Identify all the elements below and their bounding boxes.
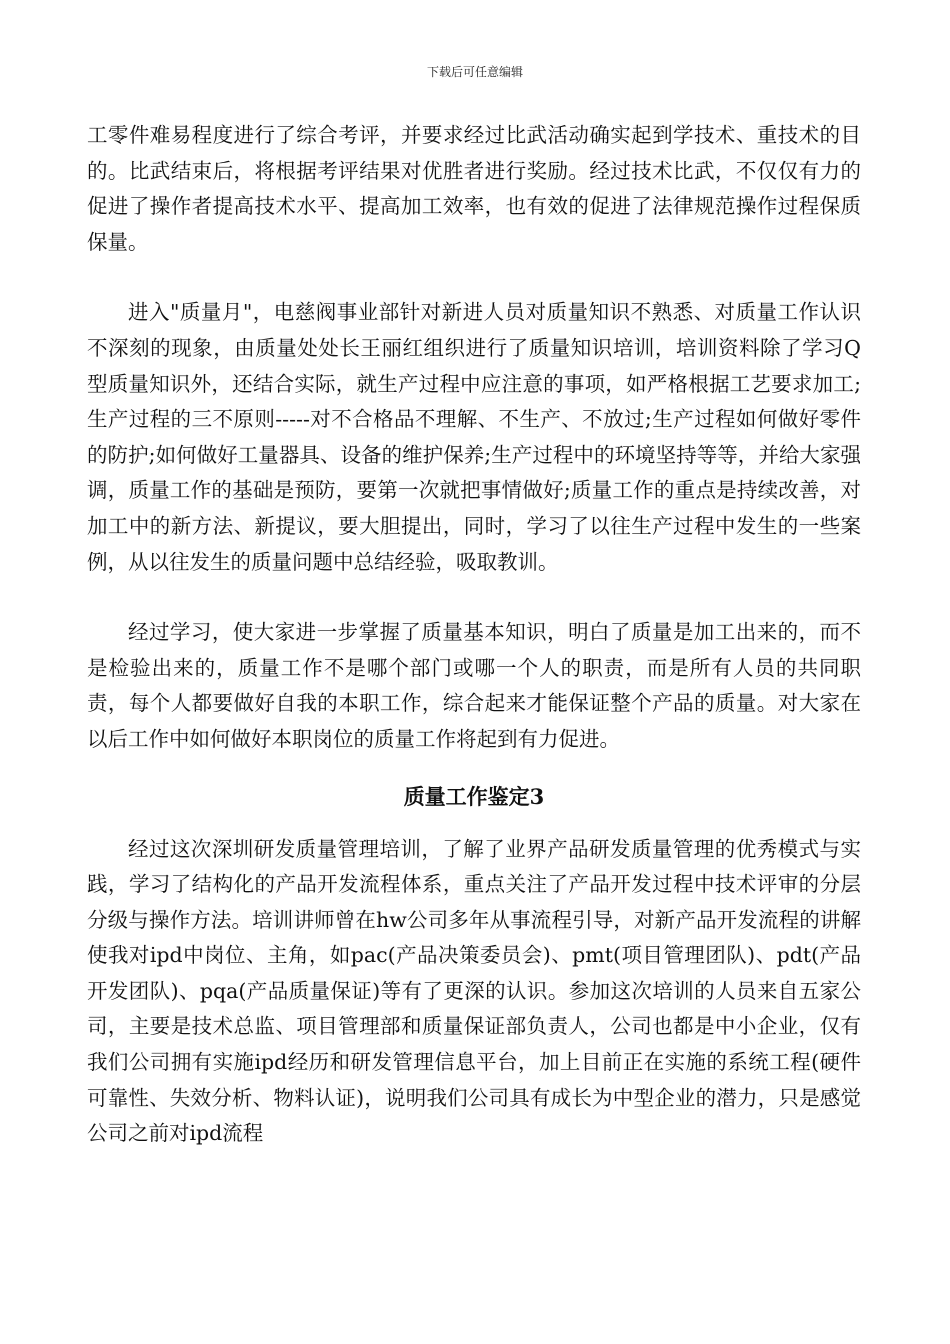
paragraph-2: 进入"质量月"，电慈阀事业部针对新进人员对质量知识不熟悉、对质量工作认识不深刻的现象，由质量处处长王丽红组织进行了质量知识培训，培训资料除了学习Q型质量知识外，还结合实际，就生产过程中应注意的事项，如严格根据工艺要求加工;生产过程的三不原则-----对不合格品不理解、不生产、不放过;生产过程如何做好零件的防护;如何做好工量器具、设备的维护保养;生产过程中的环境坚持等等，并给大家强调，质量工作的基础是预防，要第一次就把事情做好;质量工作的重点是持续改善，对加工中的新方法、新提议，要大胆提出，同时，学习了以往生产过程中发生的一些案例，从以往发生的质量问题中总结经验，吸取教训。 [87,300,861,574]
section-title: 质量工作鉴定3 [403,783,545,809]
document-body [87,118,861,1152]
paragraph-1: 工零件难易程度进行了综合考评，并要求经过比武活动确实起到学技术、重技术的目的。比武结束后，将根据考评结果对优胜者进行奖励。经过技术比武，不仅仅有力的促进了操作者提高技术水平、提高加工效率，也有效的促进了法律规范操作过程保质保量。 [87,123,861,254]
paragraph-4: 经过这次深圳研发质量管理培训，了解了业界产品研发质量管理的优秀模式与实践，学习了结构化的产品开发流程体系，重点关注了产品开发过程中技术评审的分层分级与操作方法。培训讲师曾在hw公司多年从事流程引导，对新产品开发流程的讲解使我对ipd中岗位、主角，如pac(产品决策委员会)、pmt(项目管理团队)、pdt(产品开发团队)、pqa(产品质量保证)等有了更深的认识。参加这次培训的人员来自五家公司，主要是技术总监、项目管理部和质量保证部负责人，公司也都是中小企业，仅有我们公司拥有实施ipd经历和研发管理信息平台，加上目前正在实施的系统工程(硬件可靠性、失效分析、物料认证)，说明我们公司具有成长为中型企业的潜力，只是感觉公司之前对ipd流程 [87,836,861,1146]
paragraph-3: 经过学习，使大家进一步掌握了质量基本知识，明白了质量是加工出来的，而不是检验出来的，质量工作不是哪个部门或哪一个人的职责，而是所有人员的共同职责，每个人都要做好自我的本职工作，综合起来才能保证整个产品的质量。对大家在以后工作中如何做好本职岗位的质量工作将起到有力促进。 [87,620,861,751]
page-header-note: 下载后可任意编辑 [426,65,523,79]
